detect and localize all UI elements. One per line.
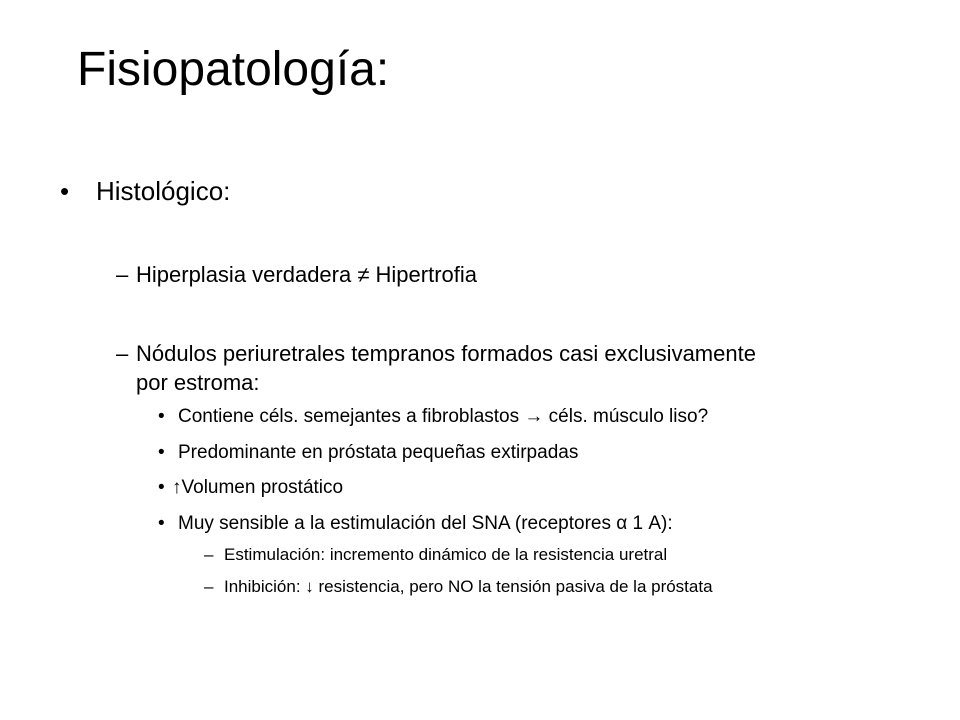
level3-bullet: • <box>158 513 165 534</box>
level2-item-hiperplasia: Hiperplasia verdadera ≠ Hipertrofia <box>136 262 478 287</box>
level3-bullet: • <box>158 477 165 498</box>
level2-dash: – <box>116 341 129 366</box>
level2-item-nodulos-line1: Nódulos periuretrales tempranos formados casi exclusivamente <box>136 341 756 366</box>
level1-heading: Histológico: <box>96 176 231 206</box>
level3-item-contiene: Contiene céls. semejantes a fibroblastos → céls. músculo liso? <box>178 406 709 427</box>
level1-bullet: • <box>60 176 70 206</box>
level4-dash: – <box>204 545 214 564</box>
level3-bullet: • <box>158 406 165 427</box>
level4-item-inhibicion: Inhibición: ↓ resistencia, pero NO la tensión pasiva de la próstata <box>224 577 713 596</box>
level2-dash: – <box>116 262 129 287</box>
level3-item-sensible: Muy sensible a la estimulación del SNA (receptores α 1 A): <box>178 513 673 534</box>
level4-item-estimulacion: Estimulación: incremento dinámico de la resistencia uretral <box>224 545 668 564</box>
level2-item-nodulos-line2: por estroma: <box>136 370 260 395</box>
slide-title: Fisiopatología: <box>77 43 390 96</box>
level3-item-predominante: Predominante en próstata pequeñas extirpadas <box>178 442 579 463</box>
level3-item-volumen: ↑Volumen prostático <box>172 477 344 498</box>
level4-dash: – <box>204 577 214 596</box>
level3-bullet: • <box>158 442 165 463</box>
